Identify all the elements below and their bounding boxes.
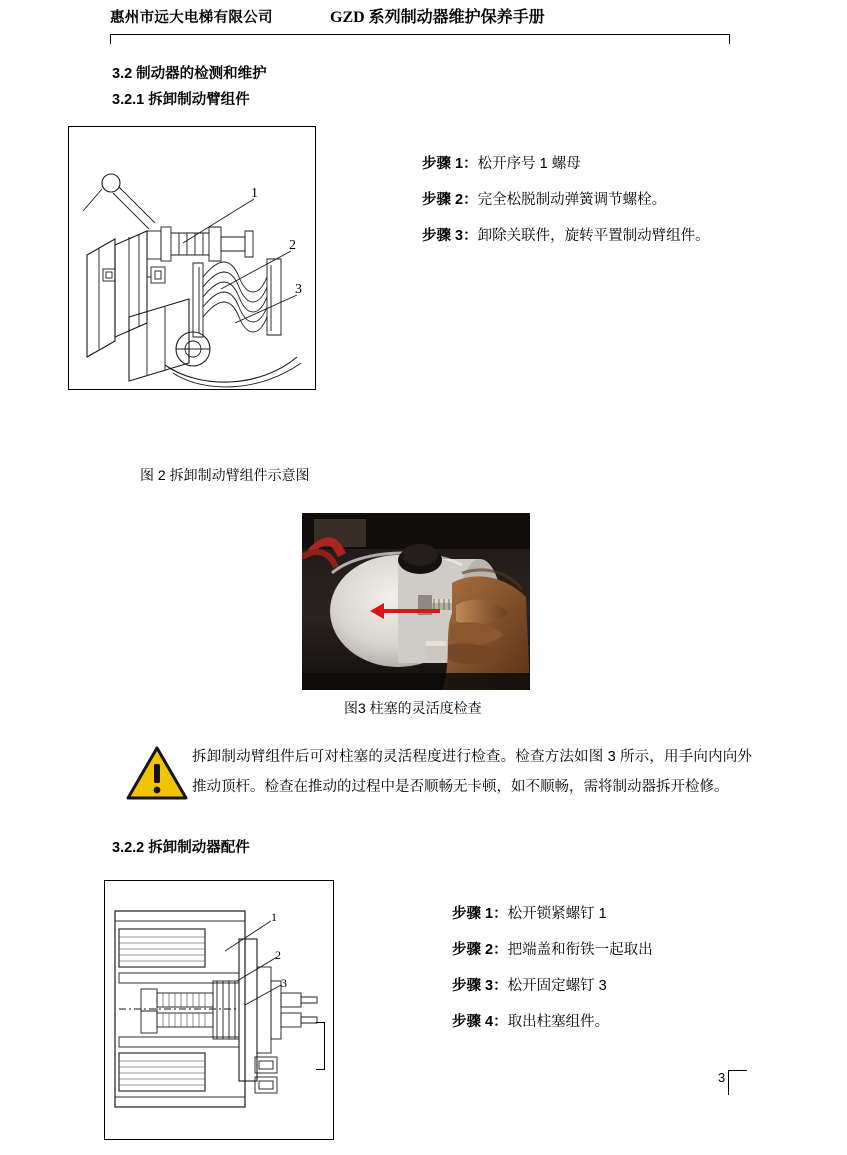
heading-section-3-2: 3.2 制动器的检测和维护 [112, 66, 267, 82]
step-label: 步骤 3： [452, 978, 508, 994]
step-label: 步骤 2： [422, 192, 478, 208]
steps-list-disassemble-parts [452, 896, 782, 1040]
header-manual-title: GZD 系列制动器维护保养手册 [330, 9, 545, 26]
figure-4-technical-drawing [104, 880, 334, 1140]
step-item [422, 182, 782, 218]
step-item [422, 146, 782, 182]
figure-2-technical-drawing [68, 126, 316, 390]
warning-note-text: 拆卸制动臂组件后可对柱塞的灵活程度进行检查。检查方法如图 3 所示，用手向内向外推动顶杆。检查在推动的过程中是否顺畅无卡顿，如不顺畅，需将制动器拆开检修。 [192, 749, 752, 795]
step-item [452, 932, 782, 968]
step-label: 步骤 1： [452, 906, 508, 922]
step-label: 步骤 1： [422, 156, 478, 172]
step-item [452, 1004, 782, 1040]
step-item [422, 218, 782, 254]
figure-4-callout-2: 2 [275, 948, 281, 962]
step-item [452, 968, 782, 1004]
figure-4-callout-1: 1 [271, 910, 277, 924]
step-text: 松开序号 1 螺母 [477, 156, 581, 172]
step-text: 取出柱塞组件。 [507, 1014, 610, 1030]
step-text: 松开固定螺钉 3 [507, 978, 607, 994]
step-item [452, 896, 782, 932]
brake-parts-section-drawing [105, 881, 333, 1139]
step-text: 卸除关联件，旋转平置制动臂组件。 [477, 228, 710, 244]
step-text: 松开锁紧螺钉 1 [507, 906, 607, 922]
header-divider-tick-left [110, 34, 111, 44]
heading-section-3-2-1: 3.2.1 拆卸制动臂组件 [112, 92, 250, 108]
step-label: 步骤 3： [422, 228, 478, 244]
page-number: 3 [718, 1070, 726, 1085]
header-divider-tick-right [729, 34, 730, 44]
figure-2-callout-3: 3 [295, 282, 302, 297]
figure-4-bracket-tail [316, 1022, 325, 1070]
page-header [0, 0, 847, 44]
step-text: 把端盖和衔铁一起取出 [507, 942, 653, 958]
step-label: 步骤 2： [452, 942, 508, 958]
step-label: 步骤 4： [452, 1014, 508, 1030]
warning-triangle-icon [126, 745, 188, 801]
figure-2-callout-1: 1 [251, 186, 258, 201]
step-text: 完全松脱制动弹簧调节螺栓。 [477, 192, 667, 208]
header-divider [110, 34, 730, 35]
header-company-name: 惠州市远大电梯有限公司 [110, 10, 273, 26]
figure-2-callout-2: 2 [289, 238, 296, 253]
figure-3-photo [302, 513, 530, 690]
brake-arm-assembly-drawing [69, 127, 315, 389]
figure-3-caption: 图3 柱塞的灵活度检查 [344, 700, 482, 716]
figure-4-callout-3: 3 [281, 976, 287, 990]
figure-2-caption: 图 2 拆卸制动臂组件示意图 [140, 467, 310, 483]
plunger-flexibility-check-photo [302, 513, 530, 690]
heading-section-3-2-2: 3.2.2 拆卸制动器配件 [112, 840, 250, 856]
steps-list-disassemble-arm [422, 146, 782, 254]
page-number-rule [728, 1070, 747, 1095]
